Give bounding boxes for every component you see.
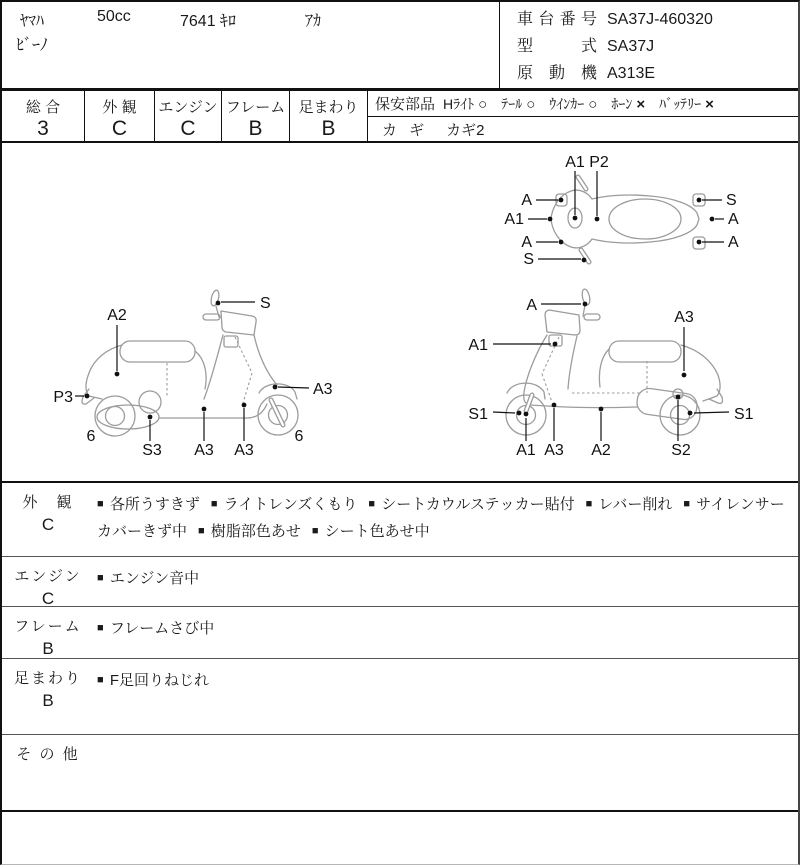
engine-code-row	[517, 60, 713, 87]
comment-bullet-icon: ■	[198, 525, 205, 537]
section-frame-grade: B	[42, 639, 54, 658]
comment-bullet-icon: ■	[210, 498, 218, 510]
damage-code-label: A3	[674, 309, 694, 326]
model-name: ﾋﾞｰﾉ	[16, 37, 49, 54]
scooter-right-view-diagram	[437, 289, 767, 461]
damage-point-dot	[242, 403, 247, 408]
section-exterior	[2, 481, 798, 556]
grade-undercarriage-label: 足まわり	[298, 99, 359, 116]
comment-item: ■ シート色あせ中	[311, 523, 430, 540]
safety-item-headlight: Hﾗｲﾄ ○	[443, 95, 488, 113]
model-code-value: SA37J	[607, 38, 655, 55]
engine-code-value: A313E	[607, 65, 656, 82]
maker-name: ﾔﾏﾊ	[20, 13, 45, 30]
tail-mark: ○	[526, 95, 536, 113]
damage-code-label: A3	[544, 442, 564, 459]
comment-bullet-icon: ■	[368, 498, 376, 510]
winker-mark: ○	[588, 95, 598, 113]
section-frame-header	[2, 607, 94, 659]
grade-overall-label: 総 合	[25, 99, 61, 116]
section-undercarriage-header	[2, 659, 94, 711]
damage-code-label: P3	[53, 389, 73, 406]
comment-item: ■ F足回りねじれ	[97, 672, 209, 689]
damage-point-dot	[676, 395, 681, 400]
damage-code-label: S1	[734, 406, 754, 423]
damage-code-label: S	[726, 192, 737, 209]
section-engine-header	[2, 557, 94, 609]
damage-point-dot	[559, 198, 564, 203]
comment-item: ■ 各所うすきず	[97, 496, 200, 513]
comment-item: ■ シートカウルステッカー貼付	[368, 496, 575, 513]
section-other-label: そ の 他	[16, 746, 80, 763]
section-engine-label: エンジン	[14, 568, 82, 585]
section-engine	[2, 556, 798, 606]
damage-point-dot	[697, 240, 702, 245]
grade-overall-value: 3	[37, 117, 49, 140]
section-frame-comments	[97, 607, 798, 643]
safety-parts-panel	[368, 91, 798, 141]
damage-point-dot	[595, 217, 600, 222]
engine-code-label: 原動機	[517, 65, 597, 82]
chassis-number-label: 車台番号	[517, 11, 597, 28]
comment-item: ■ レバー削れ	[585, 496, 673, 513]
comment-bullet-icon: ■	[97, 674, 104, 686]
damage-code-label: A3	[194, 442, 214, 459]
safety-parts-title: 保安部品	[375, 96, 436, 113]
damage-code-label: A1	[565, 154, 585, 171]
section-undercarriage-comments	[97, 659, 798, 695]
damage-point-dot	[216, 301, 221, 306]
comment-bullet-icon: ■	[683, 498, 691, 510]
model-code-label: 型式	[517, 38, 597, 55]
comment-item: ■ サイレンサーカバーきず中	[97, 496, 785, 540]
damage-code-label: P2	[589, 154, 609, 171]
damage-diagram-area	[2, 143, 798, 481]
comment-item: ■ 樹脂部色あせ	[198, 523, 301, 540]
body-color: ｱｶ	[305, 13, 322, 30]
section-exterior-grade: C	[41, 515, 55, 534]
section-exterior-header	[2, 483, 94, 535]
damage-code-label: S	[523, 251, 534, 268]
comment-bullet-icon: ■	[97, 572, 104, 584]
section-frame-label: フレーム	[14, 618, 82, 635]
safety-parts-row	[368, 91, 798, 117]
damage-code-label: S	[260, 295, 271, 312]
damage-code-label: A	[728, 234, 739, 251]
damage-point-dot	[115, 372, 120, 377]
damage-point-dot	[582, 258, 587, 263]
damage-point-dot	[524, 412, 529, 417]
damage-code-label: A	[728, 211, 739, 228]
section-other	[2, 734, 798, 810]
grade-undercarriage-value: B	[321, 117, 336, 140]
damage-point-dot	[273, 385, 278, 390]
scooter-left-view-diagram	[47, 289, 357, 461]
damage-point-dot	[682, 373, 687, 378]
key-label: カ ギ	[382, 121, 429, 139]
damage-code-label: 6	[86, 428, 96, 445]
damage-point-dot	[697, 198, 702, 203]
damage-code-label: S3	[142, 442, 162, 459]
horn-mark: ×	[636, 95, 646, 113]
damage-code-label: A2	[107, 307, 127, 324]
section-undercarriage-label: 足まわり	[13, 670, 82, 687]
damage-point-dot	[553, 342, 558, 347]
section-frame	[2, 606, 798, 658]
leader-line	[278, 387, 309, 388]
section-undercarriage-grade: B	[42, 691, 54, 710]
comment-bullet-icon: ■	[97, 622, 104, 634]
damage-point-dot	[559, 240, 564, 245]
damage-code-label: A1	[468, 337, 488, 354]
section-engine-comments	[97, 557, 798, 593]
damage-code-label: A1	[516, 442, 536, 459]
section-other-header	[2, 735, 94, 764]
damage-point-dot	[583, 302, 588, 307]
comment-bullet-icon: ■	[97, 498, 104, 510]
damage-code-label: A	[526, 297, 537, 314]
damage-code-label: S1	[468, 406, 488, 423]
section-engine-grade: C	[41, 589, 55, 608]
grade-engine-label: エンジン	[158, 99, 218, 116]
damage-point-dot	[710, 217, 715, 222]
damage-code-label: A	[521, 192, 532, 209]
chassis-number-value: SA37J-460320	[607, 11, 713, 28]
safety-item-tail: ﾃｰﾙ ○	[501, 95, 536, 113]
damage-code-label: A3	[234, 442, 254, 459]
damage-point-dot	[148, 415, 153, 420]
comment-item: ■ フレームさび中	[97, 620, 215, 637]
damage-code-label: A1	[504, 211, 524, 228]
comment-item: ■ ライトレンズくもり	[210, 496, 358, 513]
damage-point-dot	[85, 394, 90, 399]
grade-table	[2, 88, 798, 143]
leader-line	[493, 412, 515, 413]
spec-block	[517, 6, 713, 87]
key-value: カギ2	[446, 121, 485, 139]
grade-engine-value: C	[180, 117, 196, 140]
damage-code-label: S2	[671, 442, 691, 459]
comment-bullet-icon: ■	[311, 525, 319, 537]
grade-exterior-value: C	[111, 117, 128, 140]
header-divider	[499, 2, 500, 88]
safety-item-battery: ﾊﾞｯﾃﾘｰ ×	[659, 95, 714, 113]
safety-item-horn: ﾎｰﾝ ×	[611, 95, 646, 113]
grade-exterior-label: 外 観	[102, 99, 137, 116]
section-exterior-label: 外 観	[22, 494, 74, 511]
damage-point-dot	[517, 411, 522, 416]
damage-point-dot	[599, 407, 604, 412]
bottom-empty-strip	[2, 810, 798, 865]
damage-code-label: A3	[313, 381, 333, 398]
comment-bullet-icon: ■	[585, 498, 593, 510]
damage-point-dot	[202, 407, 207, 412]
grade-engine	[155, 91, 222, 141]
grade-undercarriage	[290, 91, 368, 141]
section-exterior-comments	[97, 483, 798, 546]
battery-mark: ×	[705, 95, 714, 113]
scooter-top-view-diagram	[490, 150, 800, 290]
grade-frame	[222, 91, 290, 141]
damage-point-dot	[573, 216, 578, 221]
grade-overall	[2, 91, 85, 141]
grade-exterior	[85, 91, 155, 141]
section-undercarriage	[2, 658, 798, 734]
damage-point-dot	[688, 411, 693, 416]
comment-item: ■ エンジン音中	[97, 570, 200, 587]
mileage: 7641 ｷﾛ	[180, 13, 237, 30]
displacement: 50cc	[97, 8, 131, 25]
damage-point-dot	[548, 217, 553, 222]
damage-point-dot	[552, 403, 557, 408]
key-row	[368, 117, 798, 141]
headlight-mark: ○	[478, 95, 488, 113]
model-code-row	[517, 33, 713, 60]
safety-item-winker: ｳｲﾝｶｰ ○	[549, 95, 598, 113]
grade-frame-value: B	[248, 117, 263, 140]
damage-code-label: 6	[294, 428, 304, 445]
chassis-number-row	[517, 6, 713, 33]
grade-frame-label: フレーム	[225, 99, 286, 116]
damage-code-label: A2	[591, 442, 611, 459]
damage-code-label: A	[521, 234, 532, 251]
